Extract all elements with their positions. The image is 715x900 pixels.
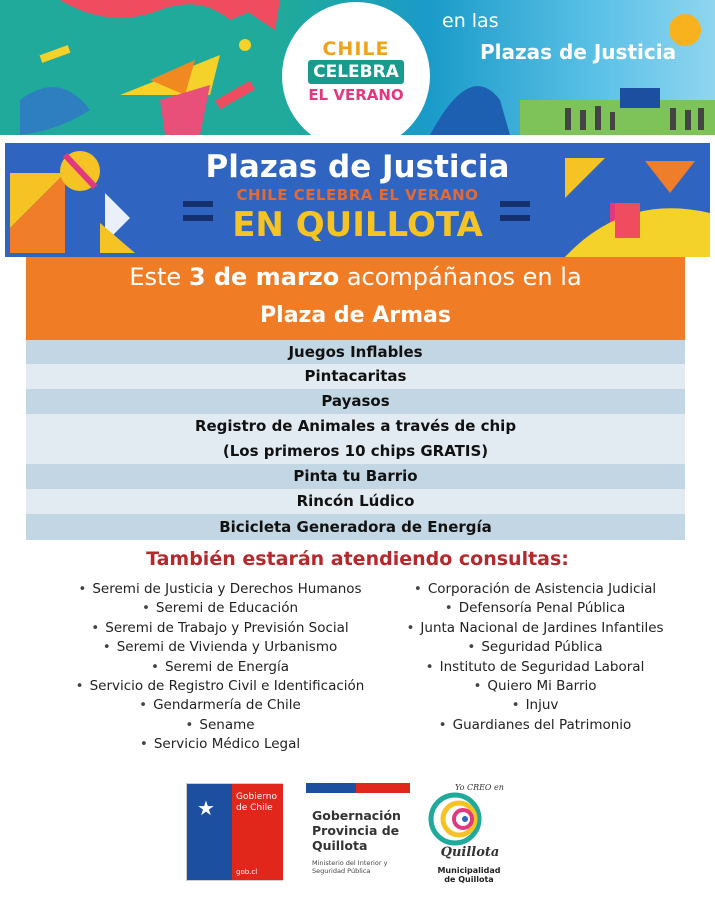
activities-table bbox=[26, 340, 685, 540]
coat-of-arms-icon: ★ bbox=[197, 796, 215, 820]
event-date: 3 de marzo bbox=[188, 263, 340, 291]
list-item: • Guardianes del Patrimonio bbox=[438, 716, 632, 733]
activity-row: Bicicleta Generadora de Energía bbox=[26, 514, 685, 540]
chile-celebra-logo bbox=[282, 2, 430, 135]
gobierno-de-chile-logo bbox=[186, 783, 283, 881]
logo-line1: CHILE bbox=[322, 38, 390, 60]
event-date-line bbox=[26, 263, 685, 291]
activity-row: Juegos Inflables bbox=[26, 340, 685, 364]
banner-plazas: Plazas de Justicia bbox=[480, 40, 677, 64]
muni-name: Municipalidad de Quillota bbox=[437, 866, 501, 884]
list-item: • Seremi de Vivienda y Urbanismo bbox=[102, 639, 338, 656]
activity-row: Registro de Animales a través de chip (Los primeros 10 chips GRATIS) bbox=[26, 414, 685, 464]
decorative-shapes-left bbox=[0, 0, 280, 135]
top-banner bbox=[0, 0, 715, 135]
gob-name: Gobierno de Chile bbox=[236, 792, 277, 813]
list-item: • Servicio de Registro Civil e Identificación bbox=[75, 678, 365, 695]
logo-line3: EL VERANO bbox=[308, 86, 404, 104]
gp-sub: Ministerio del Interior y Seguridad Pública bbox=[312, 859, 388, 875]
list-item: • Corporación de Asistencia Judicial bbox=[413, 581, 657, 597]
list-item: • Seremi de Educación bbox=[141, 600, 299, 617]
consultations-title: También estarán atendiendo consultas: bbox=[146, 548, 569, 570]
activity-row: Rincón Lúdico bbox=[26, 489, 685, 514]
date-pre: Este bbox=[129, 263, 189, 291]
municipalidad-logo bbox=[425, 779, 513, 884]
date-post: acompáñanos en la bbox=[339, 263, 582, 291]
list-item: • Seremi de Trabajo y Previsión Social bbox=[91, 619, 349, 636]
mid-banner bbox=[5, 143, 710, 257]
list-item: • Defensoría Penal Pública bbox=[444, 600, 626, 617]
list-item: • Injuv bbox=[511, 697, 559, 714]
gp-name: Gobernación Provincia de Quillota bbox=[312, 808, 401, 853]
list-item: • Gendarmería de Chile bbox=[139, 697, 301, 714]
list-item: • Sename bbox=[185, 716, 255, 733]
list-item: • Instituto de Seguridad Laboral bbox=[425, 658, 645, 675]
list-item: • Quiero Mi Barrio bbox=[473, 678, 597, 695]
list-item: • Junta Nacional de Jardines Infantiles bbox=[406, 619, 664, 636]
logo-line2: CELEBRA bbox=[308, 60, 404, 84]
consultations-list-right bbox=[380, 580, 690, 735]
mid-banner-title: Plazas de Justicia bbox=[205, 149, 510, 185]
mid-banner-city: EN QUILLOTA bbox=[232, 205, 483, 245]
consultations-list-left bbox=[70, 580, 370, 755]
gob-url: gob.cl bbox=[236, 868, 258, 876]
muni-quillota: Quillota bbox=[440, 845, 500, 860]
banner-en-las: en las bbox=[442, 10, 499, 32]
muni-yo-creo: Yo CREO en bbox=[455, 783, 504, 792]
event-place: Plaza de Armas bbox=[260, 303, 451, 328]
activity-row: Pinta tu Barrio bbox=[26, 464, 685, 489]
event-header bbox=[26, 257, 685, 340]
activity-row: Pintacaritas bbox=[26, 364, 685, 389]
list-item: • Seremi de Energía bbox=[150, 658, 290, 675]
list-item: • Seguridad Pública bbox=[467, 639, 603, 656]
mid-banner-subtitle: CHILE CELEBRA EL VERANO bbox=[236, 186, 479, 204]
list-item: • Servicio Médico Legal bbox=[139, 736, 301, 753]
gobernacion-logo bbox=[306, 783, 410, 881]
activity-row: Payasos bbox=[26, 389, 685, 414]
list-item: • Seremi de Justicia y Derechos Humanos bbox=[78, 581, 362, 597]
